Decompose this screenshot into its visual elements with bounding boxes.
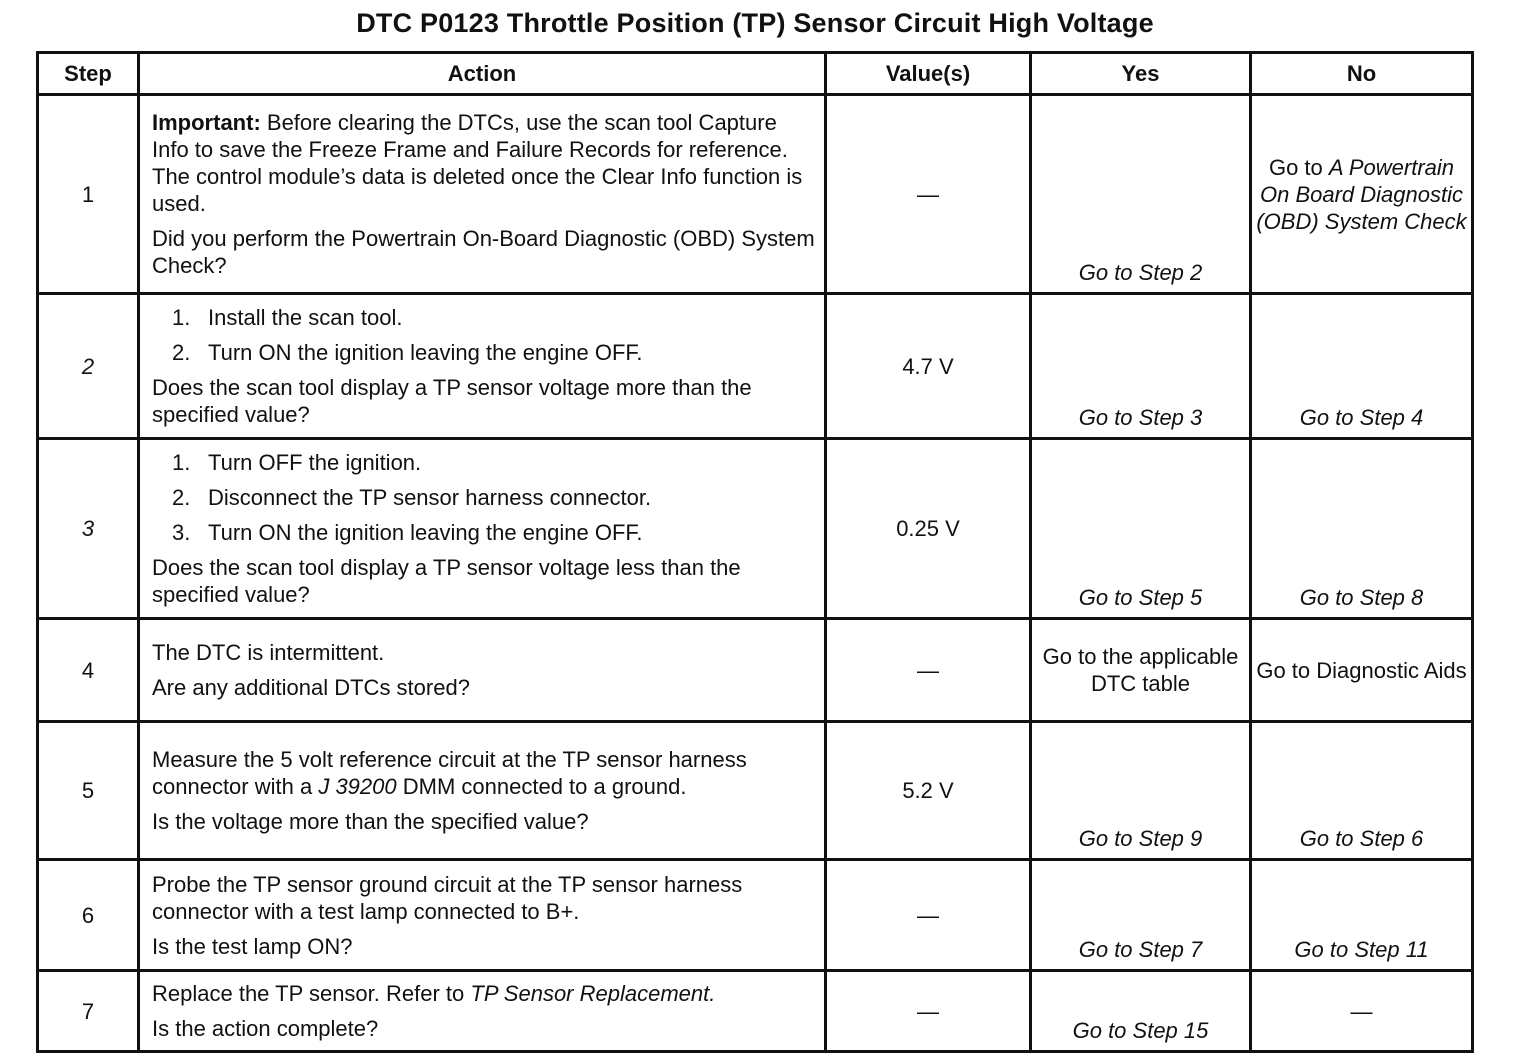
table-row: [38, 439, 1473, 619]
no-cell: [1251, 971, 1473, 1052]
question-text: Are any additional DTCs stored?: [152, 675, 470, 700]
list-item: 2. Turn ON the ignition leaving the engine OFF.: [172, 340, 643, 365]
no-goto: Go to Step 8: [1299, 585, 1424, 610]
value-cell: —: [826, 971, 1031, 1052]
step-number: 2: [38, 294, 139, 439]
no-goto: Go to Step 4: [1299, 405, 1424, 430]
question-text: Does the scan tool display a TP sensor voltage less than the specified value?: [152, 555, 741, 607]
no-cell: [1251, 95, 1473, 294]
list-item: 3. Turn ON the ignition leaving the engine OFF.: [172, 520, 643, 545]
action-cell: [139, 619, 826, 722]
action-cell: [139, 294, 826, 439]
action-cell: [139, 439, 826, 619]
no-goto-prefix: Go to: [1268, 154, 1323, 180]
header-step: Step: [38, 53, 139, 95]
no-cell: [1251, 619, 1473, 722]
no-goto: Go to Step 6: [1299, 826, 1424, 851]
document-title: DTC P0123 Throttle Position (TP) Sensor Circuit High Voltage: [356, 8, 1154, 38]
table-row: [38, 95, 1473, 294]
yes-goto: Go to Step 15: [1072, 1018, 1209, 1043]
step-number: 6: [38, 860, 139, 971]
step-number: 1: [38, 95, 139, 294]
step-number: 7: [38, 971, 139, 1052]
statement-text: Replace the TP sensor. Refer to TP Sensor Replacement.: [152, 981, 716, 1006]
header-action: Action: [139, 53, 826, 95]
header-yes: Yes: [1031, 53, 1251, 95]
list-item: 1. Turn OFF the ignition.: [172, 450, 422, 475]
value-cell: 5.2 V: [826, 722, 1031, 860]
important-label: Important:: [152, 110, 261, 135]
question-text: Did you perform the Powertrain On-Board Diagnostic (OBD) System Check?: [152, 226, 815, 278]
yes-cell: [1031, 95, 1251, 294]
table-row: [38, 619, 1473, 722]
procedure-reference: TP Sensor Replacement.: [470, 981, 716, 1006]
header-row: [38, 53, 1473, 95]
yes-goto: Go to Step 5: [1078, 585, 1203, 610]
value-cell: —: [826, 619, 1031, 722]
table-row: [38, 294, 1473, 439]
important-text: Before clearing the DTCs, use the scan tool Capture Info to save the Freeze Frame and Failure Records for reference. The control module’s data is deleted once the Clear Info function is used.: [152, 110, 803, 216]
yes-cell: [1031, 619, 1251, 722]
table-row: [38, 722, 1473, 860]
no-cell: [1251, 860, 1473, 971]
question-text: Is the action complete?: [152, 1016, 379, 1041]
statement-text: Probe the TP sensor ground circuit at the TP sensor harness connector with a test lamp connected to B+.: [152, 871, 743, 924]
step-number: 5: [38, 722, 139, 860]
table-row: [38, 860, 1473, 971]
header-no: No: [1251, 53, 1473, 95]
value-cell: 4.7 V: [826, 294, 1031, 439]
no-goto-reference: A Powertrain On Board Diagnostic (OBD) System Check: [1256, 154, 1467, 234]
value-cell: 0.25 V: [826, 439, 1031, 619]
action-cell: [139, 971, 826, 1052]
statement-text: The DTC is intermittent.: [152, 640, 385, 665]
no-goto: Go to Step 11: [1294, 937, 1429, 962]
yes-cell: [1031, 860, 1251, 971]
question-text: Is the test lamp ON?: [152, 933, 353, 959]
yes-cell: [1031, 439, 1251, 619]
tool-reference: J 39200: [318, 774, 397, 799]
action-cell: [139, 95, 826, 294]
yes-goto: Go to Step 7: [1078, 937, 1203, 962]
list-item: 1. Install the scan tool.: [172, 305, 403, 330]
list-item: 2. Disconnect the TP sensor harness connector.: [172, 485, 652, 510]
action-cell: [139, 860, 826, 971]
no-cell: [1251, 722, 1473, 860]
yes-cell: [1031, 722, 1251, 860]
yes-goto: Go to Step 2: [1078, 260, 1203, 285]
step-number: 3: [38, 439, 139, 619]
question-text: Is the voltage more than the specified value?: [152, 809, 589, 834]
yes-goto: Go to Step 3: [1078, 405, 1203, 430]
yes-goto: Go to the applicable DTC table: [1042, 644, 1239, 696]
action-cell: [139, 722, 826, 860]
important-note: [152, 109, 816, 217]
header-values: Value(s): [826, 53, 1031, 95]
table-row: [38, 971, 1473, 1052]
yes-goto: Go to Step 9: [1078, 826, 1203, 851]
value-cell: —: [826, 95, 1031, 294]
yes-cell: [1031, 971, 1251, 1052]
no-goto: Go to Diagnostic Aids: [1256, 657, 1467, 683]
no-goto: —: [1350, 998, 1373, 1024]
step-number: 4: [38, 619, 139, 722]
no-cell: [1251, 294, 1473, 439]
yes-cell: [1031, 294, 1251, 439]
value-cell: —: [826, 860, 1031, 971]
diagnostic-table: [36, 51, 1474, 1053]
statement-text: Measure the 5 volt reference circuit at the TP sensor harness connector with a J 39200 DMM connected to a ground.: [152, 747, 747, 799]
no-cell: [1251, 439, 1473, 619]
question-text: Does the scan tool display a TP sensor voltage more than the specified value?: [152, 375, 752, 427]
